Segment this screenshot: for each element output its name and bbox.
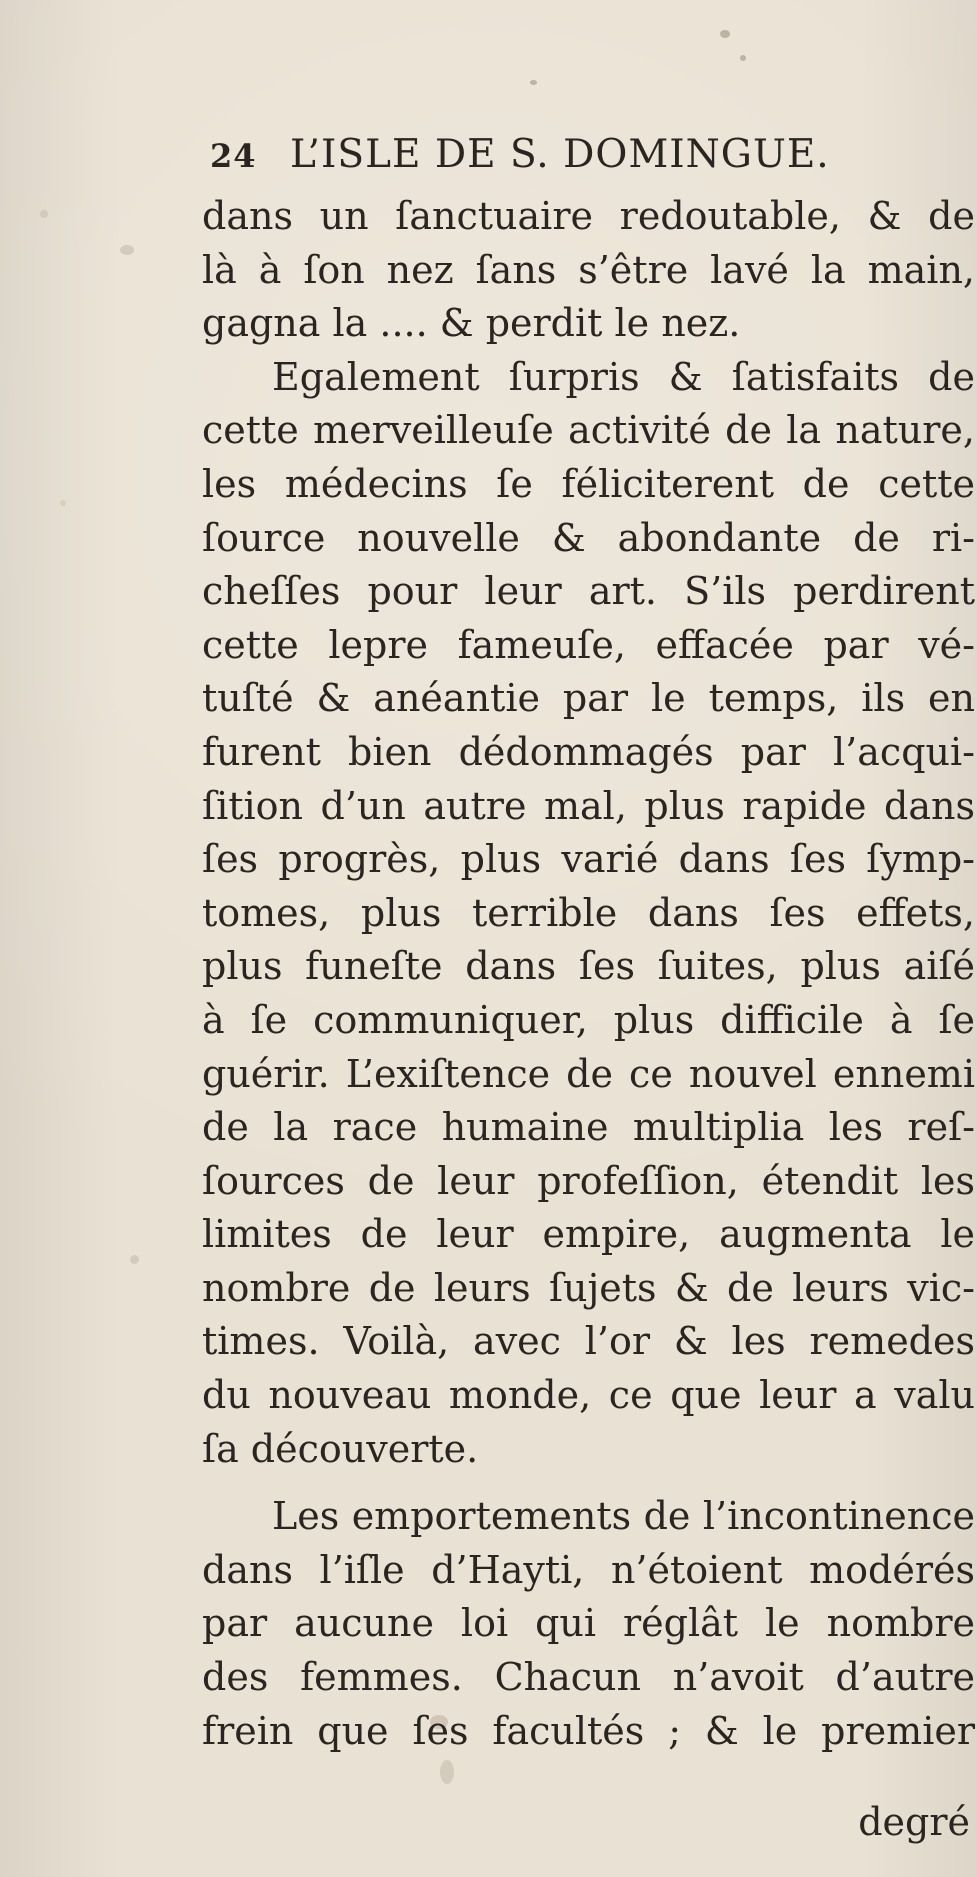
text-line: nombre de leurs ſujets & de leurs vic- [202, 1265, 975, 1310]
text-line: ſes progrès, plus varié dans ſes ſymp- [202, 837, 975, 882]
text-line: cheſſes pour leur art. S’ils perdirent [202, 569, 975, 614]
text-line: frein que ſes facultés ; & le premier [202, 1708, 975, 1753]
paper-speck [440, 1760, 454, 1784]
text-line: là à ſon nez ſans s’être lavé la main, [202, 247, 975, 292]
text-line: ſources de leur profeſſion, étendit les [202, 1158, 975, 1203]
text-line: les médecins ſe féliciterent de cette [202, 461, 975, 506]
paragraph-continuation [202, 190, 975, 351]
text-line: plus funeſte dans ſes ſuites, plus aiſé [202, 944, 975, 989]
text-line: du nouveau monde, ce que leur a valu [202, 1373, 975, 1418]
text-line: cette merveilleuſe activité de la nature, [202, 408, 975, 453]
text-line: Egalement ſurpris & ſatisfaits de [272, 354, 975, 399]
text-line: tuſté & anéantie par le temps, ils en [202, 676, 975, 721]
text-line: ſource nouvelle & abondante de ri- [202, 515, 975, 560]
paper-speck [40, 210, 48, 218]
paper-speck [60, 500, 66, 506]
paragraph [202, 1490, 975, 1758]
paper-speck [130, 1255, 139, 1264]
text-line: à ſe communiquer, plus difficile à ſe [202, 997, 975, 1042]
text-line: cette lepre fameuſe, effacée par vé- [202, 622, 975, 667]
text-line: guérir. L’exiſtence de ce nouvel ennemi [202, 1051, 975, 1096]
paper-speck [720, 30, 730, 38]
text-line: Les emportements de l’incontinence [272, 1494, 975, 1539]
text-line: des femmes. Chacun n’avoit d’autre [202, 1655, 975, 1700]
paragraph [202, 351, 975, 1476]
text-line: dans l’iſle d’Hayti, n’étoient modérés [202, 1547, 975, 1592]
text-line: dans un ſanctuaire redoutable, & de [202, 194, 975, 238]
paper-speck [740, 55, 746, 61]
text-line: ſa découverte. [202, 1426, 479, 1471]
running-title: L’ISLE DE S. DOMINGUE. [290, 132, 830, 177]
text-line: furent bien dédommagés par l’acqui- [202, 729, 975, 774]
paper-speck [120, 245, 134, 255]
text-body [202, 190, 975, 1758]
catchword: degré [858, 1800, 970, 1844]
text-line: limites de leur empire, augmenta le [202, 1212, 975, 1257]
text-line: ſition d’un autre mal, plus rapide dans [202, 783, 975, 828]
text-line: par aucune loi qui réglât le nombre [202, 1601, 975, 1646]
page-number: 24 [210, 137, 257, 175]
running-header [210, 132, 970, 184]
text-line: times. Voilà, avec l’or & les remedes [202, 1319, 975, 1364]
text-line: de la race humaine multiplia les reſ- [202, 1105, 975, 1150]
text-line: gagna la .... & perdit le nez. [202, 301, 741, 346]
paper-speck [530, 80, 537, 85]
text-line: tomes, plus terrible dans ſes effets, [202, 890, 975, 935]
